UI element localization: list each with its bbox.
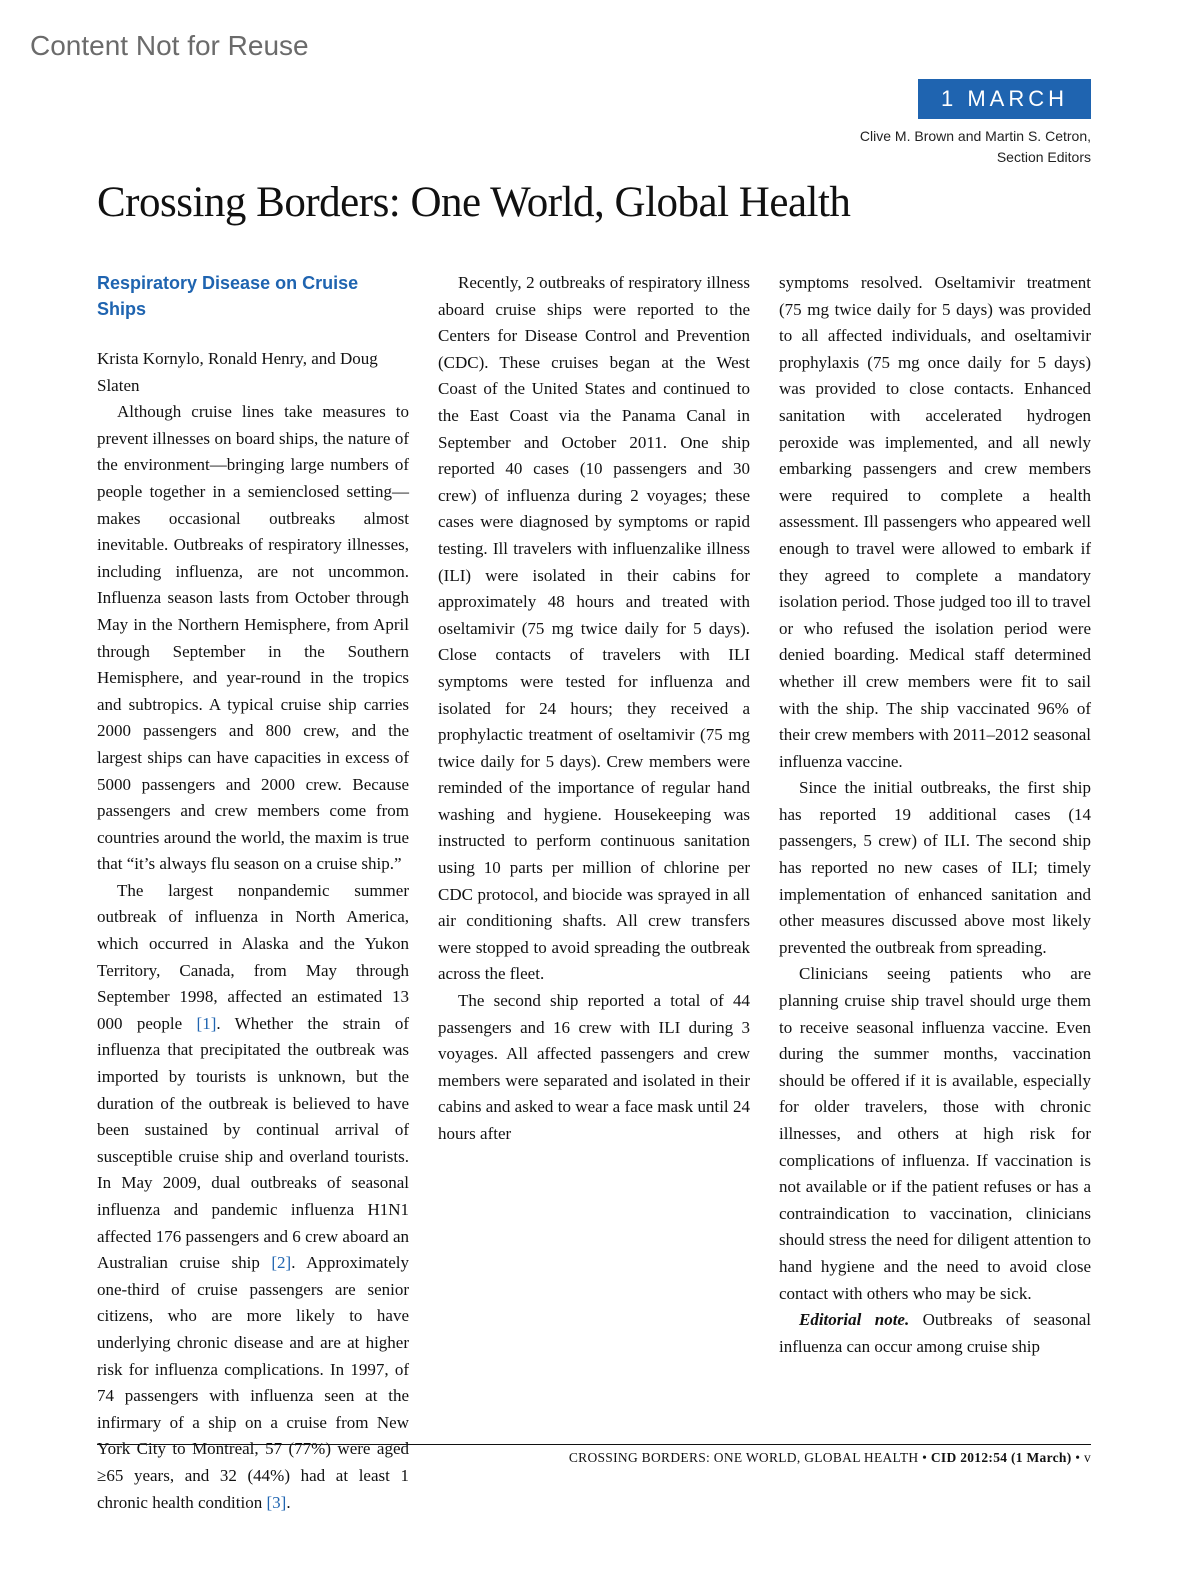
footer-rule — [97, 1444, 1091, 1445]
paragraph-4: The second ship reported a total of 44 passengers and 16 crew with ILI during 3 voyages. All affected passengers and crew members were separated and isolated in their cabins and asked to wear a face mask until 24 hours after — [438, 991, 750, 1143]
footer-page-number: v — [1083, 1450, 1091, 1465]
column-3 — [779, 270, 1091, 1360]
reference-1-link[interactable]: [1] — [196, 1013, 217, 1033]
paragraph-1: Although cruise lines take measures to prevent illnesses on board ships, the nature of the environment—bringing large numbers of people together in a semienclosed setting—makes occasional outbreaks almost inevitable. Outbreaks of respiratory illnesses, including influenza, are not uncommon. Influenza season lasts from October through May in the Northern Hemisphere, from April through September in the Southern Hemisphere, and year-round in the tropics and subtropics. A typical cruise ship carries 2000 passengers and 800 crew, and the largest ships can have capacities in excess of 5000 passengers and 2000 crew. Because passengers and crew members come from countries around the world, the maxim is true that “it’s always flu season on a cruise ship.” — [97, 402, 409, 874]
paragraph-7 — [779, 1307, 1091, 1360]
paragraph-2-part-d: . — [286, 1492, 291, 1512]
paragraph-2-part-c: . Approximately one-third of cruise passengers are senior citizens, who are more likely to have underlying chronic disease and are at higher risk for influenza complications. In 1997, of 74 passengers with influenza seen at the infirmary of a ship on a cruise from New York City to Montreal, 57 (77%) were aged ≥65 years, and 32 (44%) had at least 1 chronic health condition — [97, 1253, 409, 1512]
editorial-note-label: Editorial note. — [799, 1310, 910, 1330]
reference-3-link[interactable]: [3] — [266, 1492, 287, 1512]
paragraph-2-part-a: The largest nonpandemic summer outbreak of influenza in North America, which occurred in Alaska and the Yukon Territory, Canada, from May through September 1998, affected an estimated 13 000 people — [97, 880, 409, 1033]
paragraph-2-part-b: . Whether the strain of influenza that precipitated the outbreak was imported by tourists is unknown, but the duration of the outbreak is believed to have been sustained by continual arrival of susceptible cruise ship and overland tourists. In May 2009, dual outbreaks of seasonal influenza and pandemic influenza H1N1 affected 176 passengers and 6 crew aboard an Australian cruise ship — [97, 1013, 409, 1273]
footer-section: CROSSING BORDERS: ONE WORLD, GLOBAL HEALTH — [568, 1450, 919, 1465]
date-banner: 1 MARCH — [918, 79, 1091, 119]
article-authors: Krista Kornylo, Ronald Henry, and Doug Slaten — [97, 349, 378, 395]
footer-bullet-1: • — [922, 1450, 928, 1465]
paragraph-6: Clinicians seeing patients who are planning cruise ship travel should urge them to receive seasonal influenza vaccine. Even during the summer months, vaccination should be offered if it is available, especially for older travelers, those with chronic illnesses, and others at high risk for complications of influenza. If vaccination is not available or if the patient refuses or has a contraindication to vaccination, clinicians should stress the need for diligent attention to hand hygiene and the need to avoid close contact with others who may be sick. — [779, 964, 1091, 1303]
column-1 — [97, 270, 409, 1516]
paragraph-3: Recently, 2 outbreaks of respiratory illness aboard cruise ships were reported to the Centers for Disease Control and Prevention (CDC). These cruises began at the West Coast of the United States and continued to the East Coast via the Panama Canal in September and October 2011. One ship reported 40 cases (10 passengers and 30 crew) of influenza during 2 voyages; these cases were diagnosed by symptoms or rapid testing. Ill travelers with influenzalike illness (ILI) were isolated in their cabins for approximately 48 hours and treated with oseltamivir (75 mg twice daily for 5 days). Close contacts of travelers with ILI symptoms were tested for influenza and isolated for 24 hours; they received a prophylactic treatment of oseltamivir (75 mg twice daily for 5 days). Crew members were reminded of the importance of regular hand washing and hygiene. Housekeeping was instructed to perform continuous sanitation using 10 parts per million of chlorine per CDC protocol, and biocide was sprayed in all air conditioning shafts. All crew transfers were stopped to avoid spreading the outbreak across the fleet. — [438, 273, 750, 984]
section-title: Crossing Borders: One World, Global Health — [97, 179, 851, 226]
paragraph-5: Since the initial outbreaks, the first ship has reported 19 additional cases (14 passengers, 5 crew) of ILI. The second ship has reported no new cases of ILI; timely implementation of enhanced sanitation and other measures discussed above most likely prevented the outbreak from spreading. — [779, 778, 1091, 957]
column-2 — [438, 270, 750, 1148]
article-title: Respiratory Disease on Cruise Ships — [97, 273, 359, 319]
paragraph-4-continued: symptoms resolved. Oseltamivir treatment (75 mg twice daily for 5 days) was provided to all affected individuals, and oseltamivir prophylaxis (75 mg once daily for 5 days) was provided to close contacts. Enhanced sanitation with accelerated hydrogen peroxide was implemented, and all newly embarking passengers and crew members were required to complete a health assessment. Ill passengers who appeared well enough to travel were allowed to embark if they agreed to complete a mandatory isolation period. Those judged too ill to travel or who refused the isolation period were denied boarding. Medical staff determined whether ill crew members were fit to sail with the ship. The ship vaccinated 96% of their crew members with 2011–2012 seasonal influenza vaccine. — [779, 273, 1091, 771]
section-editors — [860, 126, 1091, 168]
reference-2-link[interactable]: [2] — [271, 1253, 292, 1273]
footer-bullet-2: • — [1075, 1450, 1081, 1465]
paragraph-2 — [97, 878, 409, 1516]
running-footer — [569, 1450, 1091, 1466]
editors-line-1: Clive M. Brown and Martin S. Cetron, — [859, 128, 1091, 144]
watermark: Content Not for Reuse — [30, 30, 309, 61]
editors-line-2: Section Editors — [996, 149, 1091, 165]
footer-journal: CID 2012:54 (1 March) — [930, 1450, 1072, 1465]
editorial-note-text: Outbreaks of seasonal influenza can occur among cruise ship — [779, 1310, 1091, 1356]
